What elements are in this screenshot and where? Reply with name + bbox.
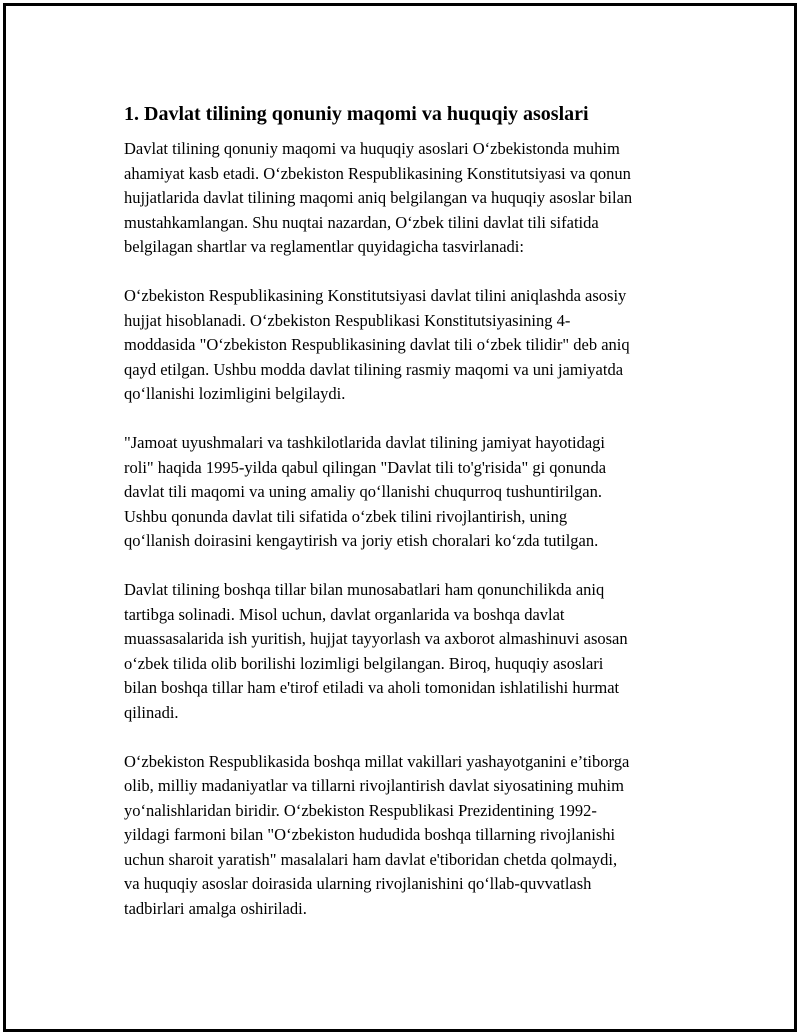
paragraph-line: ahamiyat kasb etadi. O‘zbekiston Respublikasining Konstitutsiyasi va qonun [124, 163, 631, 183]
paragraph-line: Davlat tilining qonuniy maqomi va huquqiy asoslari O‘zbekistonda muhim [124, 139, 620, 158]
section-heading: 1. Davlat tilining qonuniy maqomi va huquqiy asoslari [124, 103, 589, 125]
paragraph-line: uchun sharoit yaratish" masalalari ham davlat e'tiboridan chetda qolmaydi, [124, 849, 618, 869]
paragraph-line: yo‘nalishlaridan biridir. O‘zbekiston Respublikasi Prezidentining 1992- [124, 800, 597, 820]
paragraph-5 [124, 750, 704, 922]
paragraph-line: O‘zbekiston Respublikasida boshqa millat vakillari yashayotganini e’tiborga [124, 751, 630, 771]
paragraph-line: o‘zbek tilida olib borilishi lozimligi belgilangan. Biroq, huquqiy asoslari [124, 653, 604, 673]
paragraph-line: belgilagan shartlar va reglamentlar quyidagicha tasvirlanadi: [124, 237, 524, 256]
paragraph-line: Ushbu qonunda davlat tili sifatida o‘zbek tilini rivojlantirish, uning [124, 506, 568, 526]
paragraph-line: tadbirlari amalga oshiriladi. [124, 898, 307, 918]
paragraph-line: davlat tili maqomi va uning amaliy qo‘llanishi chuqurroq tushuntirilgan. [124, 482, 602, 501]
paragraph-line: hujjat hisoblanadi. O‘zbekiston Respublikasi Konstitutsiyasining 4- [124, 310, 571, 330]
paragraph-line: va huquqiy asoslar doirasida ularning rivojlanishini qo‘llab-quvvatlash [124, 874, 592, 893]
paragraph-line: qo‘llanish doirasini kengaytirish va joriy etish choralari ko‘zda tutilgan. [124, 531, 599, 550]
paragraph-line: qilinadi. [124, 702, 179, 722]
paragraph-line: tartibga solinadi. Misol uchun, davlat organlarida va boshqa davlat [124, 604, 565, 624]
paragraph-line: hujjatlarida davlat tilining maqomi aniq belgilangan va huquqiy asoslar bilan [124, 188, 633, 207]
paragraph-line: yildagi farmoni bilan "O‘zbekiston hududida boshqa tillarning rivojlanishi [124, 825, 616, 844]
paragraph-line: mustahkamlangan. Shu nuqtai nazardan, O‘zbek tilini davlat tili sifatida [124, 212, 599, 232]
paragraph-line: qo‘llanishi lozimligini belgilaydi. [124, 384, 346, 403]
paragraph-line: "Jamoat uyushmalari va tashkilotlarida davlat tilining jamiyat hayotidagi [124, 433, 605, 452]
paragraph-1 [124, 137, 704, 260]
paragraph-2 [124, 284, 704, 407]
document-content [124, 101, 704, 946]
page-frame [3, 3, 797, 1032]
paragraph-line: qayd etilgan. Ushbu modda davlat tilining rasmiy maqomi va uni jamiyatda [124, 359, 624, 379]
paragraph-line: olib, milliy madaniyatlar va tillarni rivojlantirish davlat siyosatining muhim [124, 776, 624, 795]
paragraph-line: muassasalarida ish yuritish, hujjat tayyorlash va axborot almashinuvi asosan [124, 629, 628, 648]
paragraph-line: roli" haqida 1995-yilda qabul qilingan "Davlat tili to'g'risida" gi qonunda [124, 457, 607, 477]
paragraph-3 [124, 431, 704, 554]
paragraph-line: Davlat tilining boshqa tillar bilan munosabatlari ham qonunchilikda aniq [124, 580, 605, 599]
paragraph-line: moddasida "O‘zbekiston Respublikasining davlat tili o‘zbek tilidir" deb aniq [124, 335, 630, 354]
paragraph-line: O‘zbekiston Respublikasining Konstitutsiyasi davlat tilini aniqlashda asosiy [124, 286, 627, 305]
paragraph-line: bilan boshqa tillar ham e'tirof etiladi va aholi tomonidan ishlatilishi hurmat [124, 678, 620, 697]
paragraph-4 [124, 578, 704, 725]
